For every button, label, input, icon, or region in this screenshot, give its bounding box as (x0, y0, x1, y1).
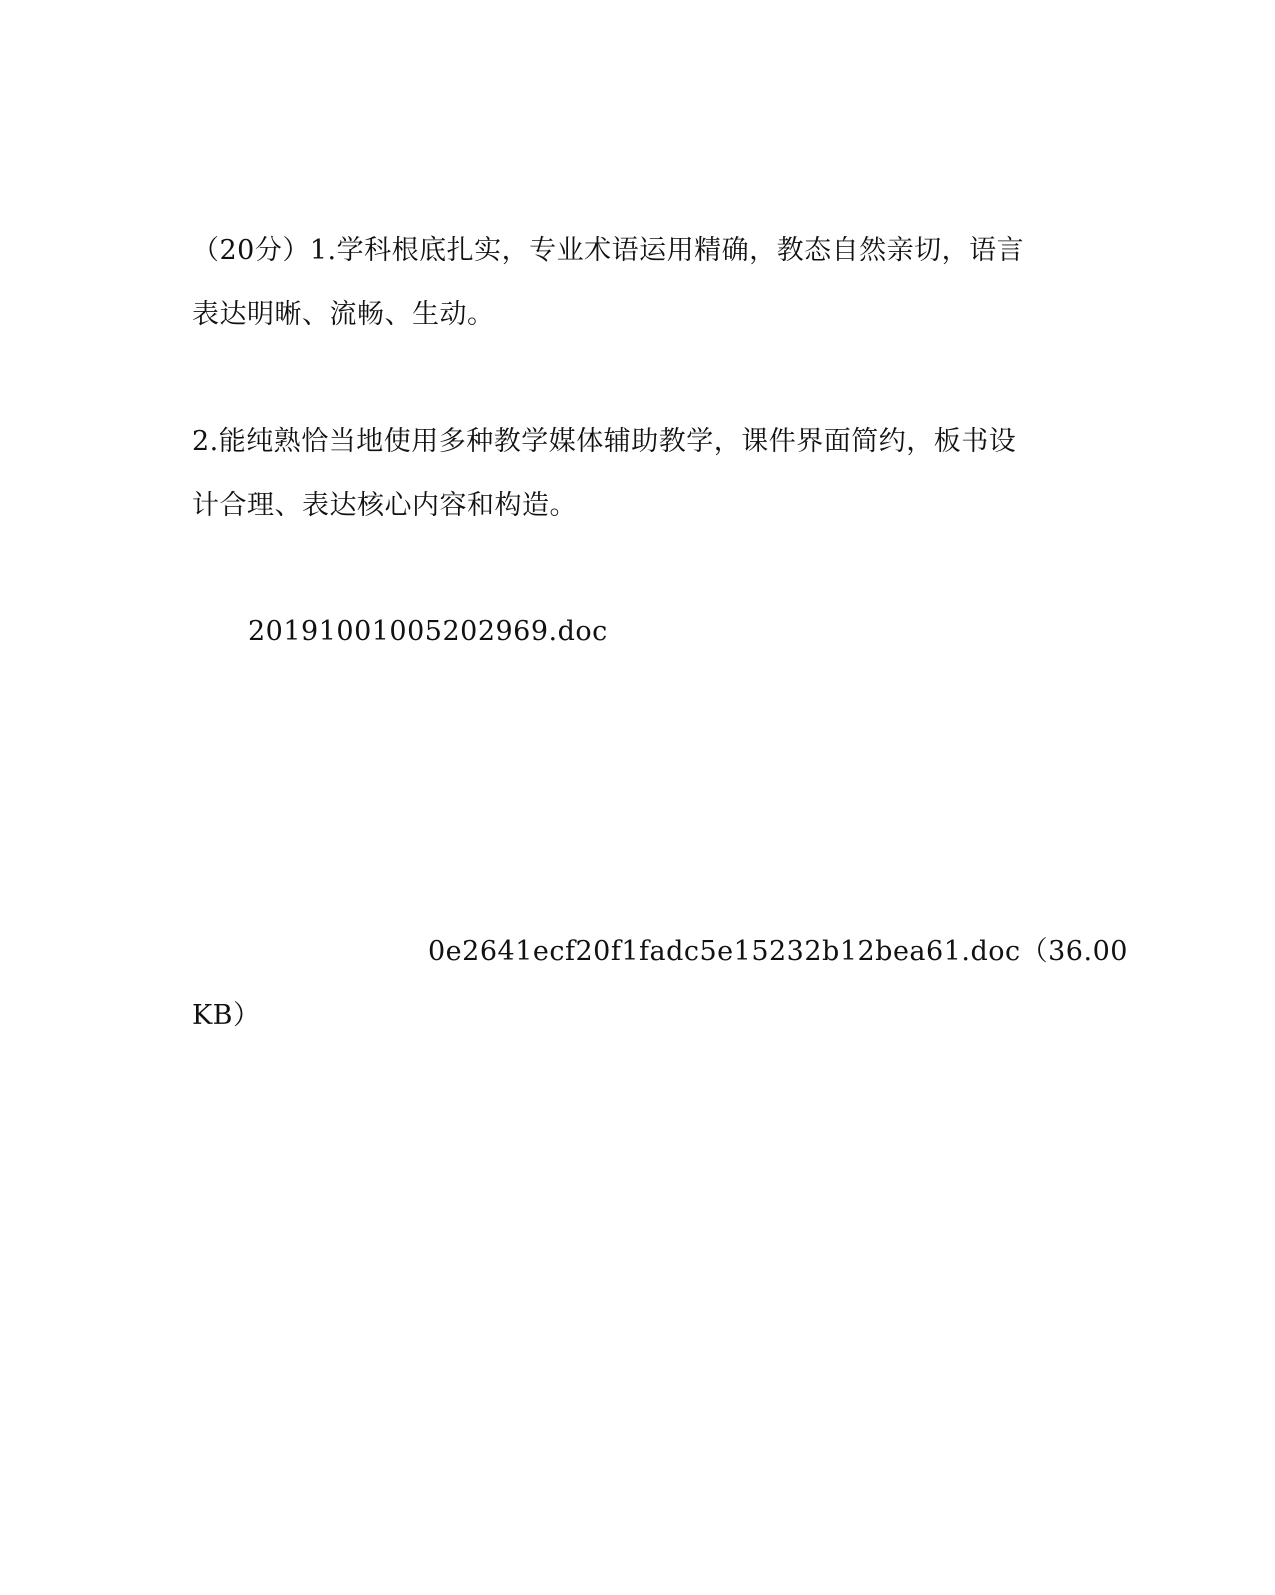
attachment-size: KB） (192, 1000, 261, 1031)
paragraph-line: 表达明晰、流畅、生动。 (192, 299, 495, 330)
attachment-filename-2[interactable] (192, 920, 1128, 1048)
paragraph-line: （20分）1.学科根底扎实，专业术语运用精确，教态自然亲切，语言 (192, 235, 1025, 266)
criteria-paragraph-1 (192, 219, 1072, 347)
paragraph-line: 2.能纯熟恰当地使用多种教学媒体辅助教学，课件界面简约，板书设 (192, 426, 1017, 457)
paragraph-line: 计合理、表达核心内容和构造。 (192, 490, 577, 521)
criteria-paragraph-2 (192, 410, 1072, 538)
attachment-filename-1[interactable] (248, 600, 1128, 664)
attachment-link[interactable]: 0e2641ecf20f1fadc5e15232b12bea61.doc（36.00 (428, 936, 1128, 967)
attachment-link[interactable]: 20191001005202969.doc (248, 616, 608, 647)
